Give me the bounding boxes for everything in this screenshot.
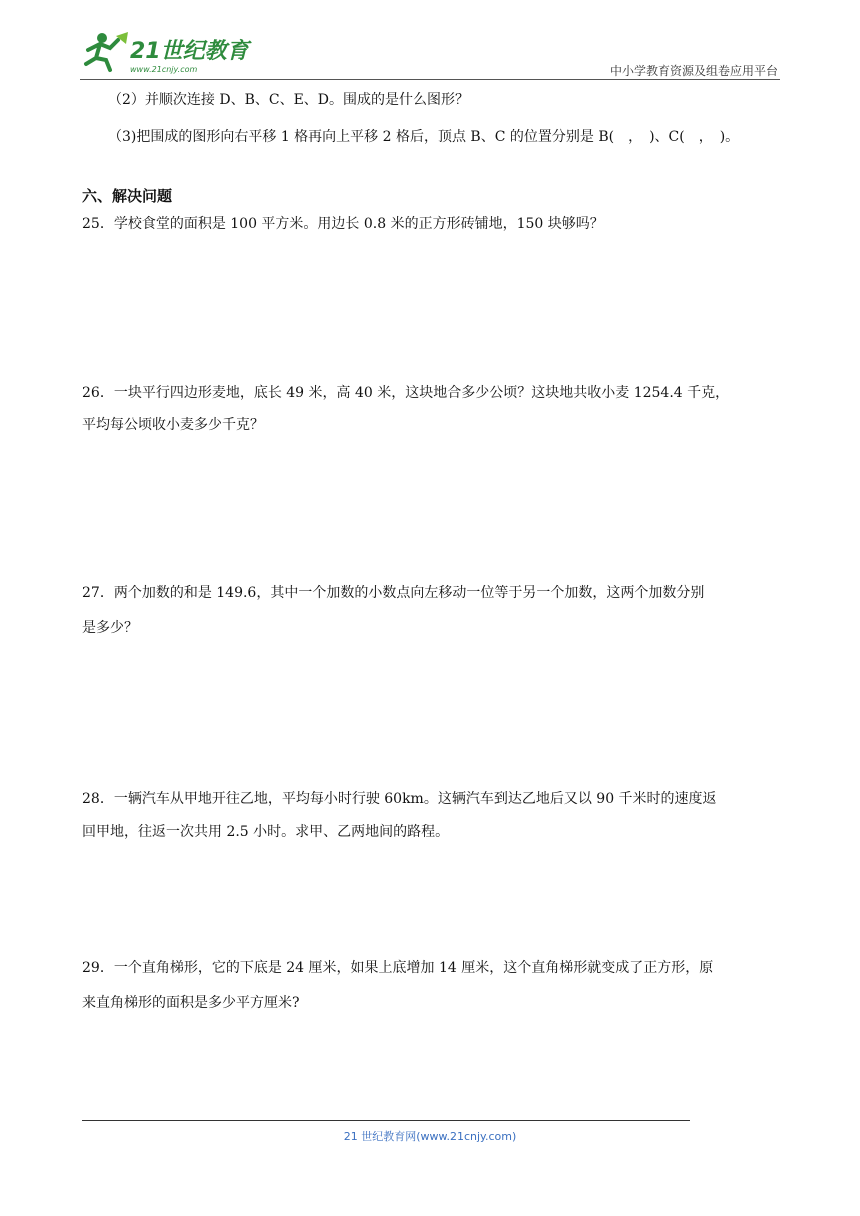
question-28-line-1: 28．一辆汽车从甲地开往乙地，平均每小时行驶 60km。这辆汽车到达乙地后又以 90 千米时的速度返: [82, 791, 717, 807]
section-title: 六、解决问题: [82, 187, 173, 205]
footer-link[interactable]: 21 世纪教育网(www.21cnjy.com): [343, 1130, 517, 1143]
header-platform-text: 中小学教育资源及组卷应用平台: [609, 64, 778, 78]
question-26-line-2: 平均每公顷收小麦多少千克？: [82, 417, 264, 433]
site-logo: [80, 28, 260, 78]
q24-part2: （2）并顺次连接 D、B、C、E、D。围成的是什么图形？: [108, 92, 470, 108]
logo-url: www.21cnjy.com: [130, 65, 198, 74]
question-25: 25．学校食堂的面积是 100 平方米。用边长 0.8 米的正方形砖铺地，150 块够吗？: [82, 216, 604, 232]
q24-part3: （3)把围成的图形向右平移 1 格再向上平移 2 格后，顶点 B、C 的位置分别是 B( ， )、C( ， )。: [108, 129, 740, 145]
footer-divider: [82, 1120, 690, 1121]
logo-figure-body: [86, 40, 118, 70]
header-divider: [80, 79, 780, 80]
question-27-line-1: 27．两个加数的和是 149.6，其中一个加数的小数点向左移动一位等于另一个加数，这两个加数分别: [82, 585, 705, 601]
logo-graphic: [80, 28, 260, 78]
question-28-line-2: 回甲地，往返一次共用 2.5 小时。求甲、乙两地间的路程。: [82, 824, 450, 840]
question-29-line-1: 29．一个直角梯形，它的下底是 24 厘米，如果上底增加 14 厘米，这个直角梯形就变成了正方形，原: [82, 960, 714, 976]
question-27-line-2: 是多少？: [82, 620, 138, 636]
question-26-line-1: 26．一块平行四边形麦地，底长 49 米，高 40 米，这块地合多少公顷？这块地共收小麦 1254.4 千克，: [82, 385, 730, 401]
logo-figure-head: [97, 33, 107, 43]
logo-text: 21世纪教育: [130, 39, 249, 64]
question-29-line-2: 来直角梯形的面积是多少平方厘米?: [82, 995, 300, 1011]
